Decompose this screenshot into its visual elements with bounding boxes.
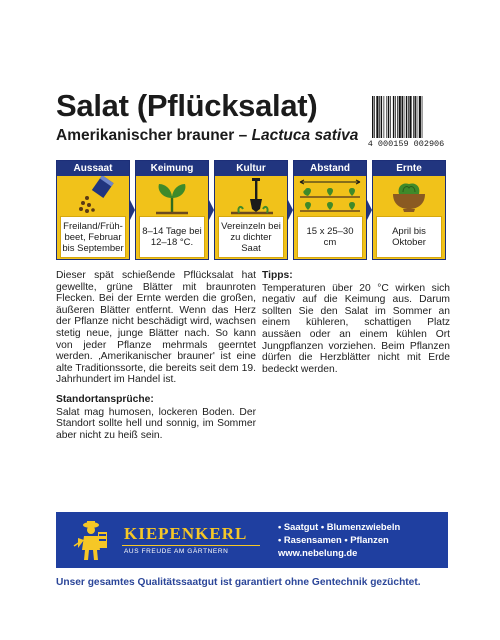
barcode-bar <box>374 96 375 138</box>
stage-label: Kultur <box>215 161 287 176</box>
standort-text: Salat mag humosen, lockeren Boden. Der Standort sollte hell und sonnig, im Sommer aber nicht zu heiß sein. <box>56 406 256 441</box>
barcode <box>367 96 445 148</box>
stage-kultur <box>214 160 288 260</box>
stage-description: Vereinzeln bei zu dichter Saat <box>218 216 284 258</box>
latin-name: Lactuca sativa <box>251 127 359 144</box>
peddler-logo-icon <box>70 518 114 562</box>
variety-description: Dieser spät schießende Pflücksalat hat gewellte, grüne Blätter mit braunroten Flecken. Bei der Ernte werden die großen, äußeren Blätter entfernt. Wenn das Herz der Pflanze nicht beschädigt wird, wachsen stetig neue, junge Blätter nach. So kann von jeder Pflanze mehrmals geerntet werden. ‚Amerikanischer brauner' ist eine alte Traditionssorte, die bereits seit dem 19. Jahrhundert im Handel ist. <box>56 270 256 386</box>
barcode-bar <box>390 96 391 138</box>
right-column <box>262 270 450 375</box>
barcode-bar <box>408 96 409 138</box>
spacing-plants-icon <box>294 176 366 216</box>
cultivation-stages <box>56 160 446 260</box>
stage-description: 8–14 Tage bei 12–18 °C. <box>139 216 205 258</box>
barcode-bar <box>388 96 389 138</box>
brand-divider <box>122 545 260 546</box>
barcode-bar <box>397 96 398 138</box>
spade-icon <box>215 176 287 216</box>
harvest-bowl-icon <box>373 176 445 216</box>
brand-product-list <box>278 520 400 559</box>
tipps-text: Temperaturen über 20 °C wirken sich negativ auf die Keimung aus. Darum sollten Sie den Salat im Sommer an einem kühleren, schattigen Platz aussäen oder an einem kühlen Ort Jungpflanzen vorziehen. Beim Pflanzen dürfen die Herzblätter nicht mit Erde bedeckt werden. <box>262 282 450 375</box>
barcode-bar <box>417 96 418 138</box>
chevron-right-icon <box>209 160 214 260</box>
barcode-bar <box>384 96 385 138</box>
brand-tagline: AUS FREUDE AM GÄRTNERN <box>124 548 229 555</box>
brand-list-item: • Saatgut • Blumenzwiebeln <box>278 521 401 532</box>
stage-keimung <box>135 160 209 260</box>
barcode-bar <box>422 96 423 138</box>
seed-packet-icon <box>57 176 129 216</box>
tipps-heading: Tipps: <box>262 270 293 281</box>
barcode-bars-icon <box>371 96 441 138</box>
barcode-bar <box>381 96 382 138</box>
barcode-bar <box>409 96 411 138</box>
chevron-right-icon <box>367 160 372 260</box>
stage-aussaat <box>56 160 130 260</box>
gmo-free-note: Unser gesamtes Qualitätssaatgut ist garantiert ohne Gentechnik gezüchtet. <box>56 577 421 588</box>
brand-name: KIEPENKERL <box>124 524 248 543</box>
barcode-bar <box>399 96 401 138</box>
left-column <box>56 270 256 441</box>
seedling-icon <box>136 176 208 216</box>
stage-label: Aussaat <box>57 161 129 176</box>
brand-website-link[interactable]: www.nebelung.de <box>278 547 358 558</box>
product-subtitle <box>56 127 358 145</box>
variety-name: Amerikanischer brauner – <box>56 127 252 144</box>
barcode-bar <box>406 96 407 138</box>
brand-list-item: • Rasensamen • Pflanzen <box>278 534 389 545</box>
barcode-bar <box>402 96 403 138</box>
stage-description: April bis Oktober <box>376 216 442 258</box>
barcode-bar <box>414 96 415 138</box>
barcode-bar <box>404 96 405 138</box>
stage-description: Freiland/Früh-beet, Februar bis September <box>60 216 126 258</box>
stage-ernte <box>372 160 446 260</box>
barcode-bar <box>376 96 378 138</box>
barcode-bar <box>372 96 373 138</box>
barcode-bar <box>419 96 421 138</box>
stage-description: 15 x 25–30 cm <box>297 216 363 258</box>
stage-abstand <box>293 160 367 260</box>
product-title: Salat (Pflücksalat) <box>56 88 318 123</box>
stage-label: Abstand <box>294 161 366 176</box>
stage-label: Keimung <box>136 161 208 176</box>
standort-heading: Standortansprüche: <box>56 393 154 405</box>
barcode-bar <box>395 96 396 138</box>
brand-banner <box>56 512 448 568</box>
barcode-bar <box>379 96 380 138</box>
stage-label: Ernte <box>373 161 445 176</box>
chevron-right-icon <box>130 160 135 260</box>
barcode-bar <box>413 96 414 138</box>
chevron-right-icon <box>288 160 293 260</box>
barcode-bar <box>386 96 387 138</box>
barcode-number: 4 000159 002906 <box>367 139 445 149</box>
barcode-bar <box>393 96 394 138</box>
